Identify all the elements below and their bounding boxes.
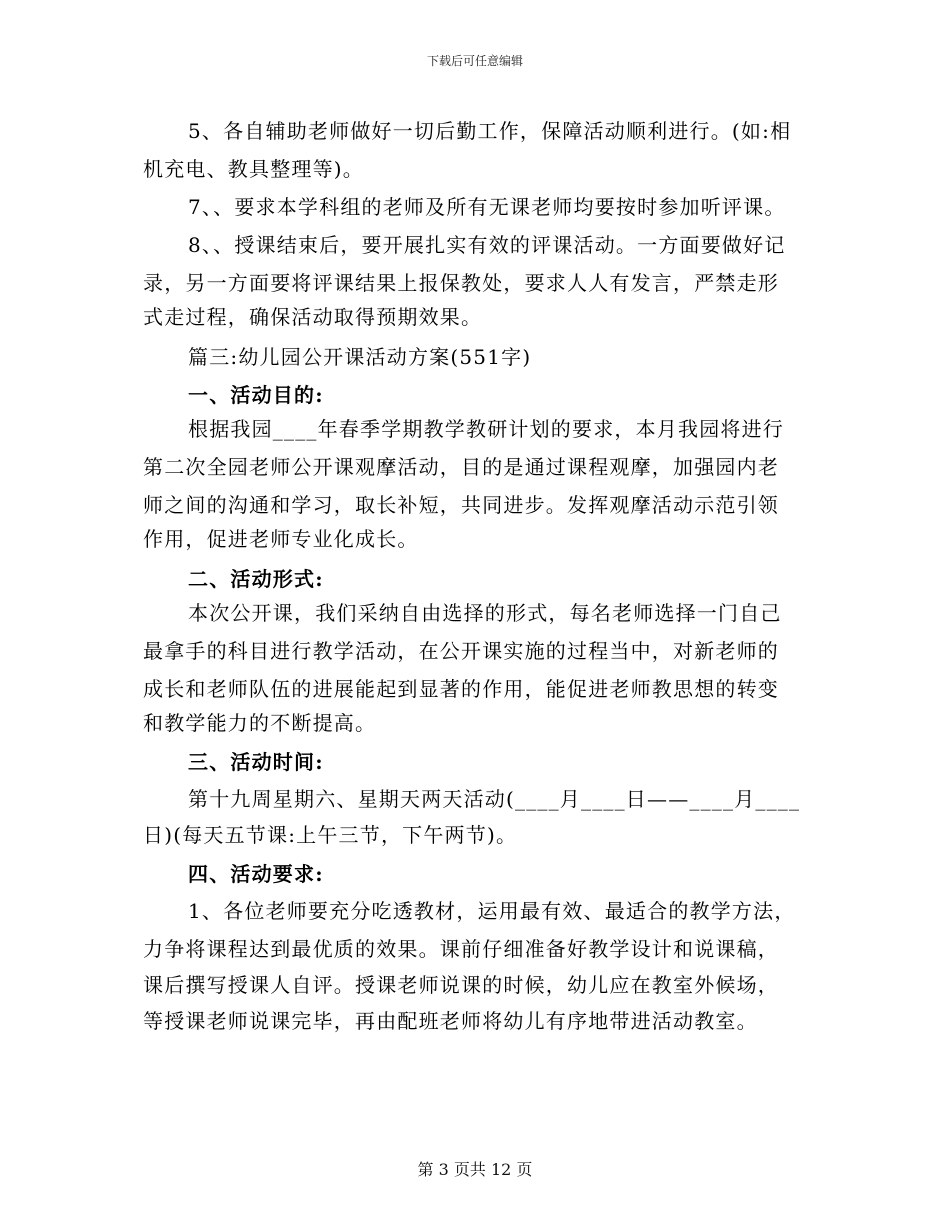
paragraph-line: 等授课老师说课完毕，再由配班老师将幼儿有序地带进活动教室。 [143,1009,758,1033]
paragraph-line: 日)(每天五节课:上午三节，下午两节)。 [143,823,518,847]
paragraph-line: 式走过程，确保活动取得预期效果。 [143,305,483,329]
paragraph-line: 根据我园____年春季学期教学教研计划的要求，本月我园将进行 [188,417,784,441]
paragraph-line: 机充电、教具整理等)。 [143,157,365,181]
paragraph-line: 第十九周星期六、星期天两天活动(____月____日——____月____ [188,787,801,811]
paragraph-line: 和教学能力的不断提高。 [143,711,377,735]
paragraph-line: 第二次全园老师公开课观摩活动，目的是通过课程观摩，加强园内老 [143,455,779,479]
section-heading: 三、活动时间: [188,750,324,774]
paragraph-line: 1、各位老师要充分吃透教材，运用最有效、最适合的教学方法， [188,899,796,923]
paragraph-line: 7、、要求本学科组的老师及所有无课老师均要按时参加听评课。 [188,195,786,219]
paragraph-line: 成长和老师队伍的进展能起到显著的作用，能促进老师教思想的转变 [143,677,779,701]
paragraph-line: 作用，促进老师专业化成长。 [143,527,419,551]
section-heading: 四、活动要求: [188,862,324,886]
section-heading: 一、活动目的: [188,383,324,407]
paragraph-line: 录，另一方面要将评课结果上报保教处，要求人人有发言，严禁走形 [143,271,779,295]
paragraph-line: 力争将课程达到最优质的效果。课前仔细准备好教学设计和说课稿， [143,937,779,961]
section-title: 篇三:幼儿园公开课活动方案(551字) [188,345,532,369]
page-footer: 第 3 页共 12 页 [417,1160,533,1179]
paragraph-line: 8、、授课结束后，要开展扎实有效的评课活动。一方面要做好记 [188,233,786,257]
section-heading: 二、活动形式: [188,567,324,591]
page-header: 下载后可任意编辑 [426,54,523,68]
paragraph-line: 最拿手的科目进行教学活动，在公开课实施的过程当中，对新老师的 [143,639,779,663]
paragraph-line: 课后撰写授课人自评。授课老师说课的时候，幼儿应在教室外候场， [143,973,779,997]
paragraph-line: 师之间的沟通和学习，取长补短，共同进步。发挥观摩活动示范引领 [143,493,779,517]
paragraph-line: 5、各自辅助老师做好一切后勤工作，保障活动顺利进行。(如:相 [188,119,792,143]
paragraph-line: 本次公开课，我们采纳自由选择的形式，每名老师选择一门自己 [188,601,782,625]
